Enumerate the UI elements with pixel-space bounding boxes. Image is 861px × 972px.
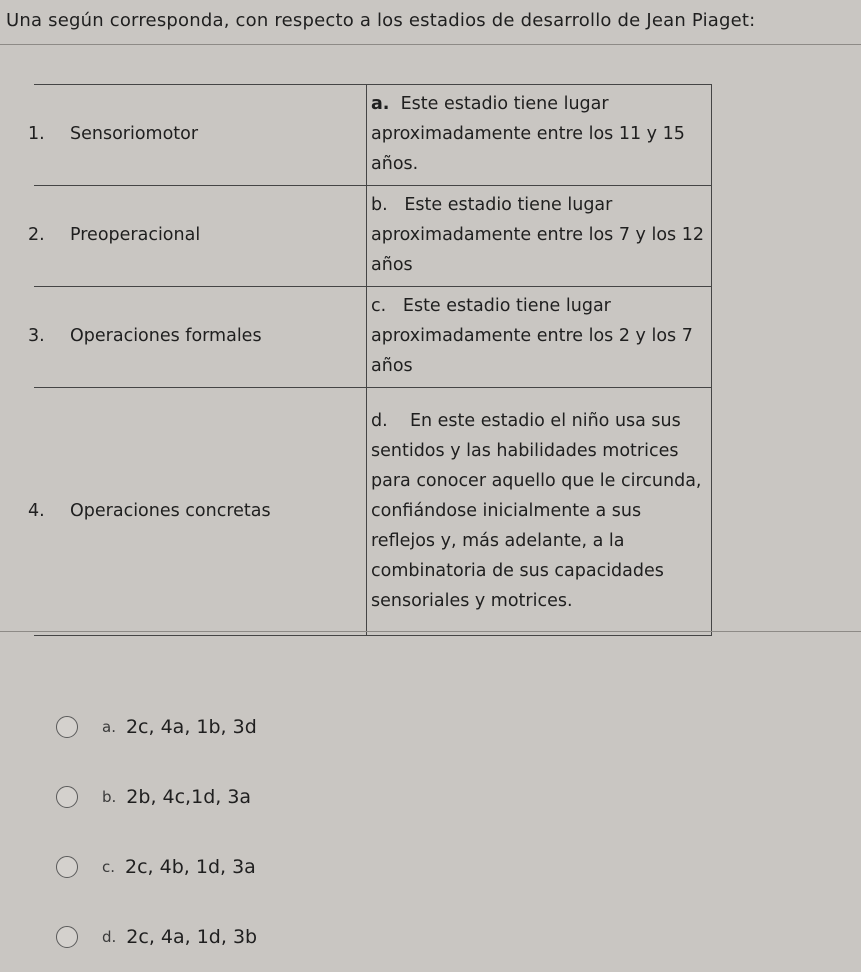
table-row — [34, 388, 712, 636]
radio-button[interactable] — [56, 786, 78, 808]
option-c[interactable] — [56, 832, 257, 902]
option-text[interactable]: 2c, 4a, 1d, 3b — [126, 926, 258, 948]
matching-table — [28, 84, 712, 636]
stage-name: Sensoriomotor — [70, 124, 199, 144]
stage-name: Operaciones formales — [70, 326, 262, 346]
option-letter: c. — [102, 858, 116, 876]
stage-number: 1. — [28, 124, 45, 144]
description-cell — [367, 388, 712, 636]
description-text: En este estadio el niño usa sus sentidos y las habilidades motrices para conocer aquello que le circunda, confiándose inicialmente a sus reflejos y, más adelante, a la combinatoria de sus capacidades sensoriales y motrices. — [371, 410, 702, 611]
stage-name: Preoperacional — [70, 225, 201, 245]
stage-cell — [28, 85, 367, 186]
answer-options — [56, 692, 257, 972]
question-text: Una según corresponda, con respecto a los estadios de desarrollo de Jean Piaget: — [6, 10, 756, 31]
table-row — [34, 85, 712, 186]
description-letter: d. — [371, 410, 388, 431]
divider — [0, 631, 861, 632]
description-cell — [367, 287, 712, 388]
option-b[interactable] — [56, 762, 257, 832]
description-letter: a. — [371, 94, 390, 114]
option-letter: b. — [102, 788, 117, 806]
stage-number: 2. — [28, 225, 45, 245]
description-cell — [367, 85, 712, 186]
option-d[interactable] — [56, 902, 257, 972]
radio-button[interactable] — [56, 856, 78, 878]
radio-button[interactable] — [56, 926, 78, 948]
option-text[interactable]: 2c, 4a, 1b, 3d — [125, 716, 257, 738]
table-row — [34, 186, 712, 287]
stage-name: Operaciones concretas — [70, 500, 271, 521]
table-row — [34, 287, 712, 388]
option-text[interactable]: 2b, 4c,1d, 3a — [126, 786, 252, 808]
option-letter: d. — [102, 928, 117, 946]
option-text[interactable]: 2c, 4b, 1d, 3a — [125, 856, 256, 878]
description-letter: c. — [371, 296, 387, 316]
description-text: Este estadio tiene lugar aproximadamente entre los 7 y los 12 años — [371, 195, 704, 275]
stage-number: 3. — [28, 326, 45, 346]
description-text: Este estadio tiene lugar aproximadamente entre los 2 y los 7 años — [371, 296, 693, 376]
stage-cell — [28, 186, 367, 287]
radio-button[interactable] — [56, 716, 78, 738]
option-a[interactable] — [56, 692, 257, 762]
option-letter: a. — [102, 718, 116, 736]
description-cell — [367, 186, 712, 287]
description-text: Este estadio tiene lugar aproximadamente entre los 11 y 15 años. — [371, 94, 685, 174]
stage-number: 4. — [28, 500, 45, 521]
divider — [0, 44, 861, 45]
stage-cell — [28, 287, 367, 388]
stage-cell — [28, 388, 367, 636]
description-letter: b. — [371, 195, 388, 215]
